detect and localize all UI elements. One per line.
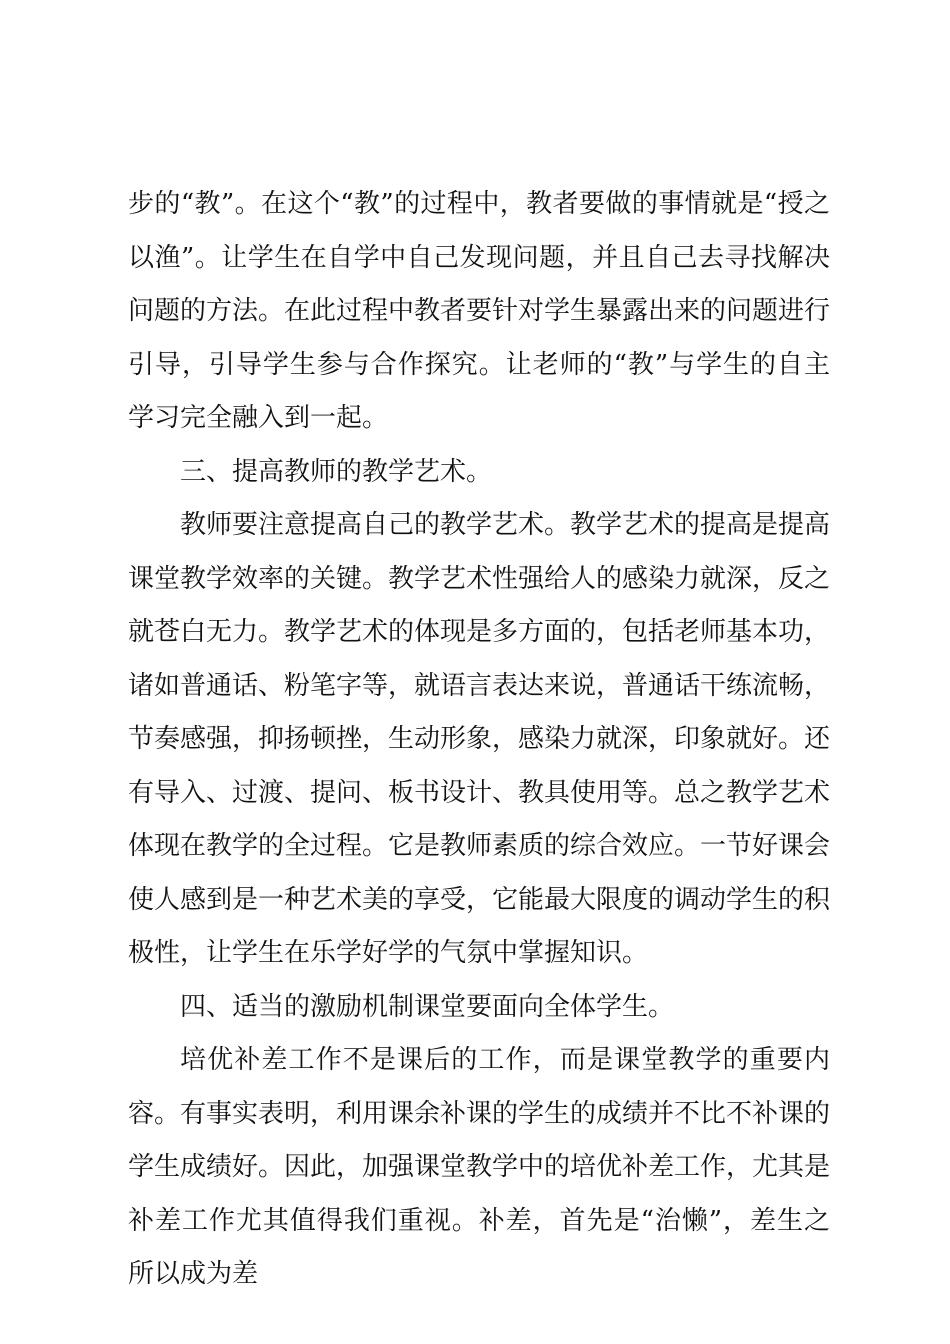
paragraph-remedial-work: 培优补差工作不是课后的工作，而是课堂教学的重要内容。有事实表明，利用课余补课的学生的成绩并不比不补课的学生成绩好。因此，加强课堂教学中的培优补差工作，尤其是补差工作尤其值得我们重视。补差，首先是“治懒”，差生之所以成为差 xyxy=(128,1045,831,1289)
paragraph-continued: 步的“教”。在这个“教”的过程中，教者要做的事情就是“授之以渔”。让学生在自学中自己发现问题，并且自己去寻找解决问题的方法。在此过程中教者要针对学生暴露出来的问题进行引导，引导学生参与合作探究。让老师的“教”与学生的自主学习完全融入到一起。 xyxy=(128,189,831,433)
document-body xyxy=(128,178,830,1302)
paragraph-teaching-art: 教师要注意提高自己的教学艺术。教学艺术的提高是提高课堂教学效率的关键。教学艺术性强给人的感染力就深，反之就苍白无力。教学艺术的体现是多方面的，包括老师基本功，诸如普通话、粉笔字等，就语言表达来说，普通话干练流畅，节奏感强，抑扬顿挫，生动形象，感染力就深，印象就好。还有导入、过渡、提问、板书设计、教具使用等。总之教学艺术体现在教学的全过程。它是教师素质的综合效应。一节好课会使人感到是一种艺术美的享受，它能最大限度的调动学生的积极性，让学生在乐学好学的气氛中掌握知识。 xyxy=(128,510,831,968)
section-heading-four: 四、适当的激励机制课堂要面向全体学生。 xyxy=(180,991,675,1022)
section-heading-three: 三、提高教师的教学艺术。 xyxy=(180,456,493,487)
